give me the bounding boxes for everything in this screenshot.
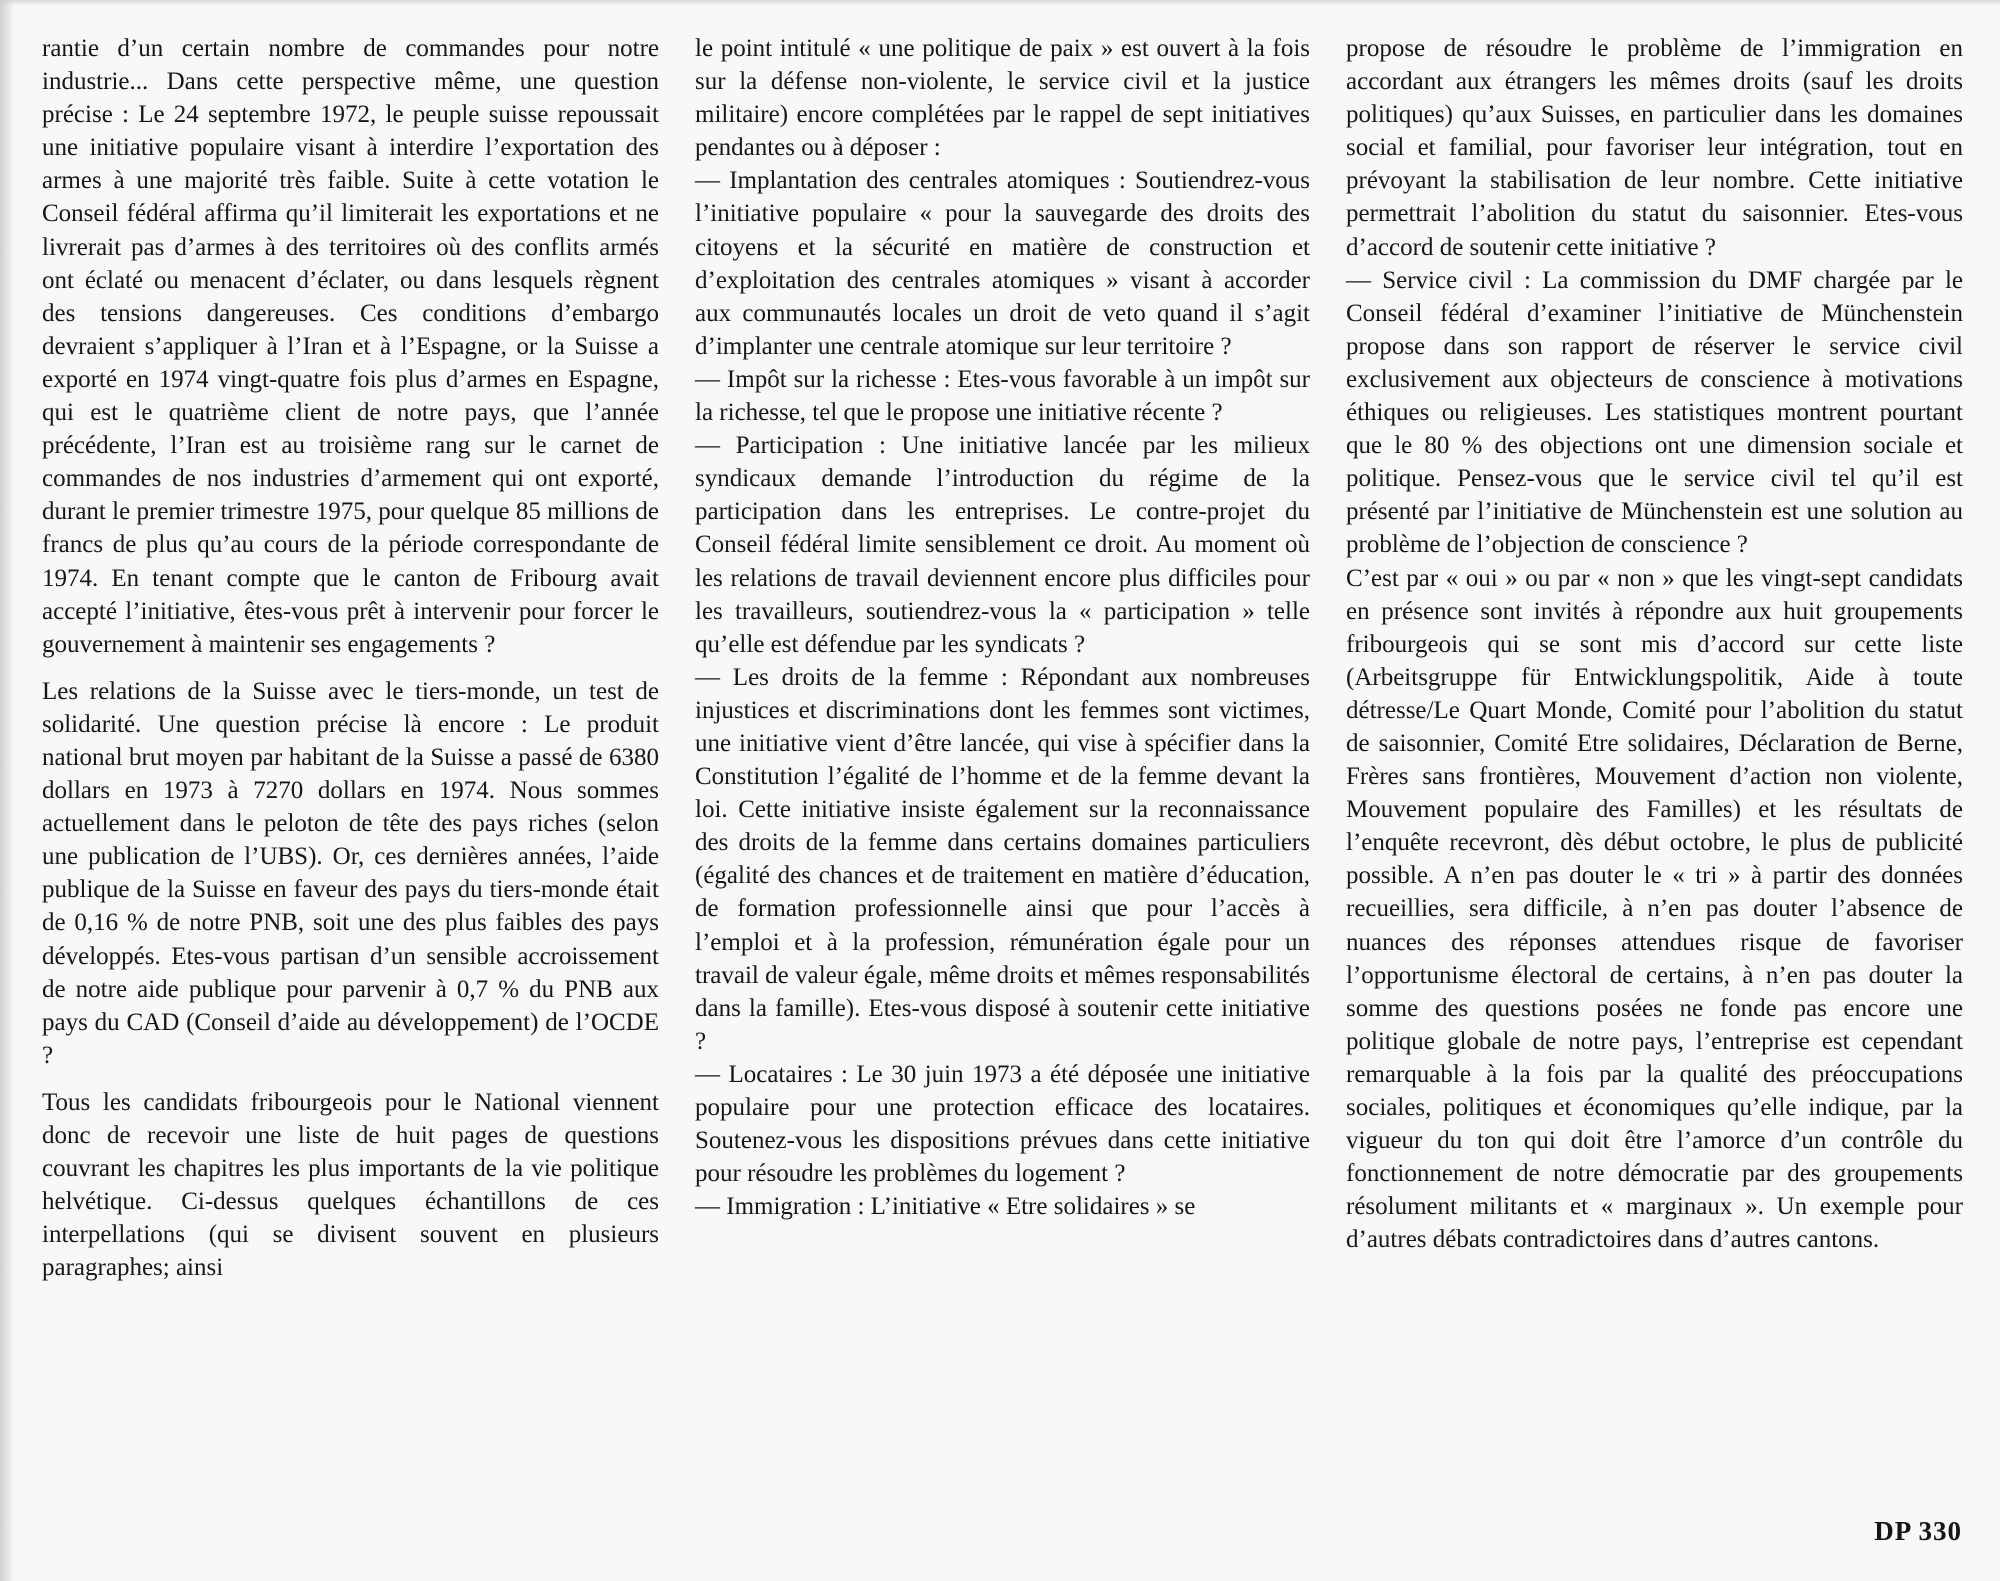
paragraph: Tous les candidats fribourgeois pour le National viennent donc de recevoir une liste de huit pages de questions couvrant les chapitres les plus importants de la vie politique helvétique. Ci-dessus quelques échantillons de ces interpellations (qui se divisent souvent en plusieurs paragraphes; ainsi xyxy=(42,1088,659,1282)
page-number: DP 330 xyxy=(1874,1516,1962,1546)
paragraph: — Locataires : Le 30 juin 1973 a été déposée une initiative populaire pour une protection efficace des locataires. Soutenez-vous les dispositions prévues dans cette initiative pour résoudre les problèmes du logement ? xyxy=(695,1060,1310,1188)
paragraph: — Impôt sur la richesse : Etes-vous favorable à un impôt sur la richesse, tel que le propose une initiative récente ? xyxy=(695,365,1310,427)
paragraph: — Implantation des centrales atomiques : Soutiendrez-vous l’initiative populaire « pour la sauvegarde des droits des citoyens et la sécurité en matière de construction et d’exploitation des centrales atomiques » visant à accorder aux communautés locales un droit de veto quand il s’agit d’implanter une centrale atomique sur leur territoire ? xyxy=(695,167,1310,360)
page-top-edge xyxy=(0,0,2000,6)
page-left-edge xyxy=(0,0,14,1581)
paragraph: rantie d’un certain nombre de commandes pour notre industrie... Dans cette perspective même, une question précise : Le 24 septembre 1972, le peuple suisse repoussait une initiative populaire visant à interdire l’exportation des armes à une majorité très faible. Suite à cette votation le Conseil fédéral affirma qu’il limiterait les exportations et ne livrerait pas d’armes à des territoires où des conflits armés ont éclaté ou menacent d’éclater, ou dans lesquels règnent des tensions dangereuses. Ces conditions d’embargo devraient s’appliquer à l’Iran et à l’Espagne, or la Suisse a exporté en 1974 vingt-quatre fois plus d’armes en Espagne, qui est le quatrième client de notre pays, que l’année précédente, l’Iran est au troisième rang sur le carnet de commandes de nos industries d’armement qui ont exporté, durant le premier trimestre 1975, pour quelque 85 millions de francs de plus qu’au cours de la période correspondante de 1974. En tenant compte que le canton de Fribourg avait accepté l’initiative, êtes-vous prêt à intervenir pour forcer le gouvernement à maintenir ses engagements ? xyxy=(42,35,659,658)
paragraph: propose de résoudre le problème de l’immigration en accordant aux étrangers les mêmes droits (sauf les droits politiques) qu’aux Suisses, en particulier dans les domaines social et familial, pour favoriser leur intégration, tout en prévoyant la stabilisation de leur nombre. Cette initiative permettrait l’abolition du statut du saisonnier. Etes-vous d’accord de soutenir cette initiative ? xyxy=(1346,35,1963,261)
paragraph: — Participation : Une initiative lancée par les milieux syndicaux demande l’introduction du régime de la participation dans les entreprises. Le contre-projet du Conseil fédéral limite sensiblement ce droit. Au moment où les relations de travail deviennent encore plus difficiles pour les travailleurs, soutiendrez-vous la « participation » telle qu’elle est défendue par les syndicats ? xyxy=(695,432,1310,658)
paragraph: C’est par « oui » ou par « non » que les vingt-sept candidats en présence sont invités à répondre aux huit groupements fribourgeois qui se sont mis d’accord sur cette liste (Arbeitsgruppe für Entwicklungspolitik, Aide à toute détresse/Le Quart Monde, Comité pour l’abolition du statut de saisonnier, Comité Etre solidaires, Déclaration de Berne, Frères sans frontières, Mouvement d’action non violente, Mouvement populaire des Familles) et les résultats de l’enquête recevront, dès début octobre, le plus de publicité possible. A n’en pas douter le « tri » à partir des données recueillies, sera difficile, à n’en pas douter l’absence de nuances des réponses attendues risque de favoriser l’opportunisme électoral de certains, à n’en pas douter la somme des questions posées ne fonde pas encore une politique globale de notre pays, l’entreprise est cependant remarquable à la fois par la qualité des préoccupations sociales, politiques et économiques qu’elle indique, par la vigueur du ton qui doit être l’amorce d’un contrôle du fonctionnement de notre démocratie par des groupements résolument militants et « marginaux ». Un exemple pour d’autres débats contradictoires dans d’autres cantons. xyxy=(1346,564,1963,1254)
paragraph: — Service civil : La commission du DMF chargée par le Conseil fédéral d’examiner l’initiative de Münchenstein propose dans son rapport de réserver le service civil exclusivement aux objecteurs de conscience à motivations éthiques ou religieuses. Les statistiques montrent pourtant que le 80 % des objections ont une dimension sociale et politique. Pensez-vous que le service civil tel qu’il est présenté par l’initiative de Münchenstein est une solution au problème de l’objection de conscience ? xyxy=(1346,266,1963,559)
paragraph: le point intitulé « une politique de paix » est ouvert à la fois sur la défense non-violente, le service civil et la justice militaire) encore complétées par le rappel de sept initiatives pendantes ou à déposer : xyxy=(695,35,1310,162)
paragraph: Les relations de la Suisse avec le tiers-monde, un test de solidarité. Une question précise là encore : Le produit national brut moyen par habitant de la Suisse a passé de 6380 dollars en 1973 à 7270 dollars en 1974. Nous sommes actuellement dans le peloton de tête des pays riches (selon une publication de l’UBS). Or, ces dernières années, l’aide publique de la Suisse en faveur des pays du tiers-monde était de 0,16 % de notre PNB, soit une des plus faibles des pays développés. Etes-vous partisan d’un sensible accroissement de notre aide publique pour parvenir à 0,7 % du PNB aux pays du CAD (Conseil d’aide au développement) de l’OCDE ? xyxy=(42,677,659,1069)
text-column-3 xyxy=(1346,32,1963,1256)
paragraph: — Immigration : L’initiative « Etre solidaires » se xyxy=(695,1193,1196,1221)
text-column-2 xyxy=(695,32,1310,1223)
paragraph: — Les droits de la femme : Répondant aux nombreuses injustices et discriminations dont les femmes sont victimes, une initiative vient d’être lancée, qui vise à spécifier dans la Constitution l’égalité de l’homme et de la femme devant la loi. Cette initiative insiste également sur la reconnaissance des droits de la femme dans certains domaines particuliers (égalité des chances et de traitement en matière d’éducation, de formation professionnelle ainsi que pour l’accès à l’emploi et à la profession, rémunération égale pour un travail de valeur égale, même droits et mêmes responsabilités dans la famille). Etes-vous disposé à soutenir cette initiative ? xyxy=(695,663,1310,1055)
text-column-1 xyxy=(42,32,659,1284)
